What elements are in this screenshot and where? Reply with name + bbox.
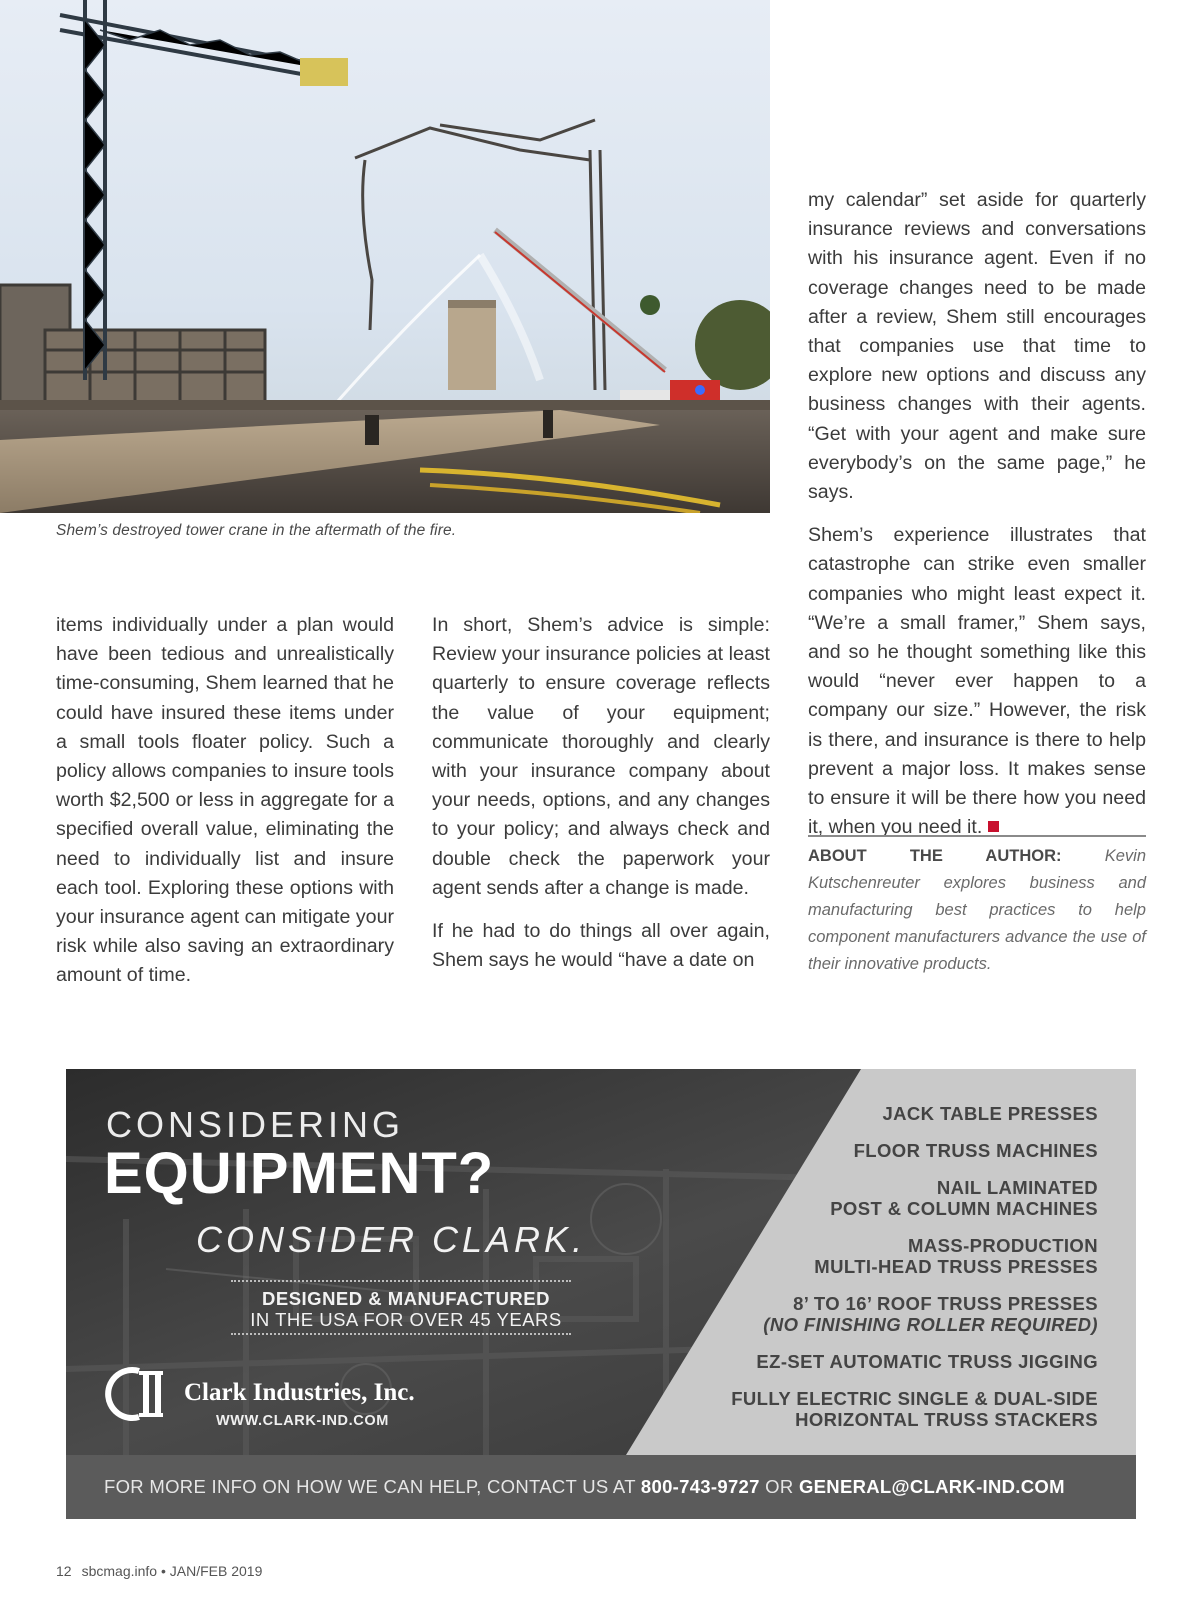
product-item [678,1235,1098,1277]
article-column-2 [432,611,770,989]
product-line: (NO FINISHING ROLLER REQUIRED) [763,1314,1098,1335]
product-item [678,1388,1098,1430]
ad-contact-footer [66,1455,1136,1519]
ad-made-in-usa [216,1288,596,1330]
article-photo [0,0,770,513]
contact-text: FOR MORE INFO ON HOW WE CAN HELP, CONTACT US AT [104,1476,641,1497]
contact-or: OR [759,1476,799,1497]
product-line: MULTI-HEAD TRUSS PRESSES [814,1256,1098,1277]
paragraph: my calendar” set aside for quarterly insurance reviews and conversations with his insurance agent. Even if no coverage changes need to be made after a review, Shem still encourages that companies use that time to explore new options and discuss any business changes with their agents. “Get with your agent and make sure everybody’s on the same page,” he says. [808,189,1146,504]
product-line: HORIZONTAL TRUSS STACKERS [795,1409,1098,1430]
phone-link[interactable]: 800-743-9727 [640,1476,760,1497]
ad-tagline: CONSIDER CLARK. [196,1219,587,1260]
author-bio-text: Kevin Kutschenreuter explores business and manufacturing best practices to help component manufacturers advance the use of their innovative products. [808,847,1146,973]
product-line: NAIL LAMINATED [936,1177,1098,1198]
product-item [678,1293,1098,1335]
end-of-article-square-icon [988,821,999,832]
photo-caption: Shem’s destroyed tower crane in the aftermath of the fire. [56,522,457,539]
page-number: 12 [56,1563,72,1579]
bullet-separator: • [160,1563,166,1579]
ad-headline-small: CONSIDERING [106,1104,405,1145]
product-item [678,1177,1098,1219]
product-line: FLOOR TRUSS MACHINES [853,1140,1098,1161]
company-url-link[interactable]: WWW.CLARK-IND.COM [216,1413,389,1429]
article-column-3 [808,186,1146,856]
product-item [678,1351,1098,1372]
designed-line-1: DESIGNED & MANUFACTURED [262,1288,550,1309]
issue-date: JAN/FEB 2019 [169,1563,263,1579]
product-line: FULLY ELECTRIC SINGLE & DUAL-SIDE [731,1388,1098,1409]
product-item [678,1140,1098,1161]
article-column-1 [56,611,394,1005]
dotted-divider [231,1280,571,1282]
product-item [678,1103,1098,1124]
clark-industries-advertisement[interactable] [66,1069,1136,1519]
site-name: sbcmag.info [81,1563,158,1579]
author-bio [808,835,1146,978]
paragraph: If he had to do things all over again, Shem says he would “have a date on [432,920,770,972]
clark-logo-icon [103,1365,179,1423]
product-line: JACK TABLE PRESSES [882,1103,1098,1124]
ad-headline-big: EQUIPMENT? [104,1141,495,1206]
designed-line-2: IN THE USA FOR OVER 45 YEARS [250,1309,562,1330]
product-line: 8’ TO 16’ ROOF TRUSS PRESSES [793,1293,1098,1314]
product-line: POST & COLUMN MACHINES [830,1198,1098,1219]
company-name: Clark Industries, Inc. [184,1379,415,1406]
email-link[interactable]: GENERAL@CLARK-IND.COM [798,1476,1065,1497]
page-footer [56,1563,262,1579]
paragraph: In short, Shem’s advice is simple: Review your insurance policies at least quarterly to ensure coverage reflects the value of your equipment; communicate thoroughly and clearly with your insurance company about your needs, options, and any changes to your policy; and always check and double check the paperwork your agent sends after a change is made. [432,614,770,899]
product-line: MASS-PRODUCTION [908,1235,1098,1256]
paragraph: items individually under a plan would have been tedious and unrealistically time-consuming, Shem learned that he could have insured these items under a small tools floater policy. Such a policy allows companies to insure tools worth $2,500 or less in aggregate for a specified overall value, eliminating the need to individually list and insure each tool. Exploring these options with your insurance agent can mitigate your risk while also saving an extraordinary amount of time. [56,614,394,987]
product-list [678,1103,1098,1446]
paragraph [808,521,1146,842]
author-label: ABOUT THE AUTHOR: [808,847,1062,865]
product-line: EZ-SET AUTOMATIC TRUSS JIGGING [756,1351,1098,1372]
final-paragraph-text: Shem’s experience illustrates that catastrophe can strike even smaller companies who might least expect it. “We’re a small framer,” Shem says, and so he thought something like this would “never ever happen to a company our size.” However, the risk is there, and insurance is there to help prevent a major loss. It makes sense to ensure it will be there how you need it, when you need it. [808,524,1146,839]
crane-fire-photo [0,0,770,513]
dotted-divider [231,1333,571,1335]
